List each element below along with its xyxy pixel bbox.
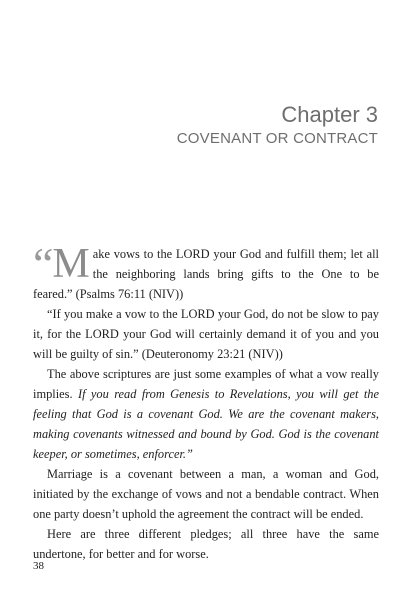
- paragraph-scripture-examples-italic: If you read from Genesis to Revelations, you will get the feeling that God is a covenant God. We are the covenant makers, making covenants witnessed and bound by God. God is the covenant keeper, or sometimes, enforcer.”: [33, 387, 379, 461]
- paragraph-scripture-examples-text: The above scriptures are just some examples of what a vow really implies.: [33, 367, 379, 401]
- paragraph-marriage-covenant: Marriage is a covenant between a man, a woman and God, initiated by the exchange of vows and not a bendable contract. When one party doesn’t uphold the agreement the contract will be ended.: [33, 467, 379, 521]
- chapter-number: Chapter 3: [281, 102, 378, 127]
- page-number: 38: [33, 560, 44, 572]
- drop-cap: M: [52, 241, 90, 287]
- chapter-title: COVENANT OR CONTRACT: [176, 130, 378, 147]
- paragraph-psalms-text: ake vows to the LORD your God and fulfill them; let all the neighboring lands bring gifts to the One to be feared.” (Psalms 76:11 (NIV)): [33, 247, 379, 301]
- paragraph-psalms-quote: [33, 238, 379, 304]
- body-text: [33, 238, 379, 564]
- paragraph-scripture-examples: [33, 364, 379, 464]
- paragraph-deuteronomy-quote: “If you make a vow to the LORD your God, do not be slow to pay it, for the LORD your God will certainly demand it of you and you will be guilty of sin.” (Deuteronomy 23:21 (NIV)): [33, 307, 379, 361]
- decorative-open-quote: “: [33, 238, 50, 289]
- paragraph-three-pledges: Here are three different pledges; all three have the same undertone, for better and for worse.: [33, 527, 379, 561]
